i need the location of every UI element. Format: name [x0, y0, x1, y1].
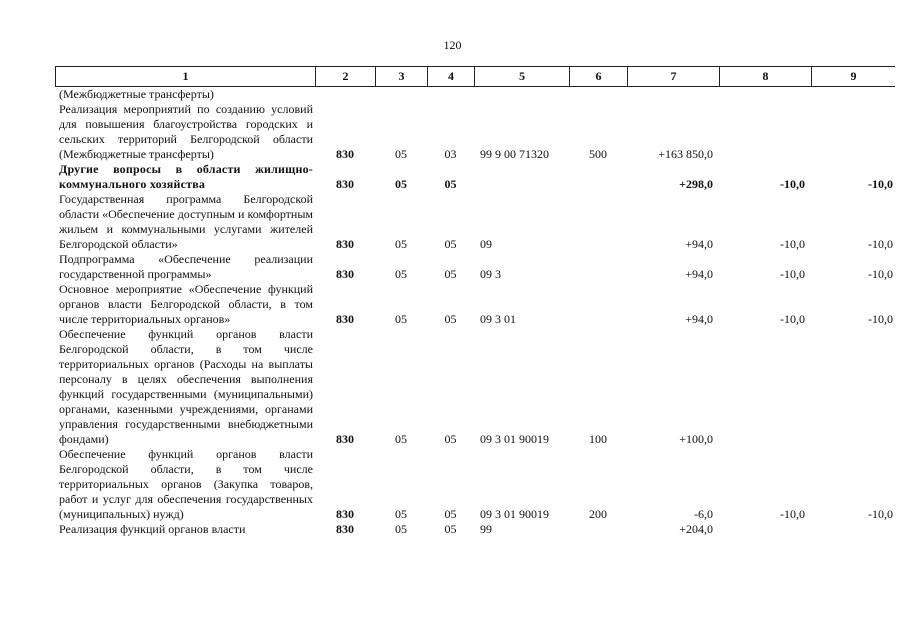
row-cell-col-7: +94,0 — [685, 267, 713, 281]
row-cell-col-3: 05 — [395, 147, 407, 161]
row-cell-col-3: 05 — [395, 177, 407, 191]
row-cell-col-2: 830 — [336, 267, 354, 281]
row-cell-col-4: 05 — [444, 507, 457, 521]
table-row — [55, 162, 895, 192]
row-description: Обеспечение функций органов власти Белгородской области, в том числе территориальных органов (Расходы на выплаты персоналу в целях обеспечения выполнения функций государственными (муниципальными) органами, казенными учреждениями, органами управления государственными внебюджетными фондами) — [59, 327, 313, 446]
row-cell-col-2: 830 — [336, 237, 354, 251]
row-cell-col-2: 830 — [336, 432, 354, 446]
row-cell-col-5: 09 3 01 90019 — [480, 507, 549, 521]
row-cell-col-3: 05 — [395, 522, 407, 536]
row-cell-col-8: -10,0 — [780, 237, 805, 251]
row-cell-col-4: 05 — [444, 522, 457, 536]
row-cell-col-5: 99 — [480, 522, 492, 536]
page-number: 120 — [443, 38, 462, 52]
row-cell-col-4: 05 — [444, 267, 457, 281]
row-cell-col-5: 09 3 01 — [480, 312, 516, 326]
row-description: Обеспечение функций органов власти Белгородской области, в том числе территориальных органов (Закупка товаров, работ и услуг для обеспечения государственных (муниципальных) нужд) — [59, 447, 313, 521]
row-cell-col-8: -10,0 — [780, 507, 805, 521]
row-cell-col-9: -10,0 — [868, 237, 893, 251]
row-cell-col-7: -6,0 — [694, 507, 713, 521]
row-cell-col-8: -10,0 — [780, 267, 805, 281]
row-cell-col-7: +204,0 — [679, 522, 713, 536]
row-cell-col-7: +163 850,0 — [658, 147, 713, 161]
row-cell-col-9: -10,0 — [868, 312, 893, 326]
table-row — [55, 102, 895, 162]
row-description: Государственная программа Белгородской области «Обеспечение доступным и комфортным жильем и коммунальными услугами жителей Белгородской области» — [59, 192, 313, 251]
row-description: Реализация мероприятий по созданию условий для повышения благоустройства городских и сельских территорий Белгородской области (Межбюджетные трансферты) — [59, 102, 313, 161]
row-cell-col-4: 05 — [444, 237, 457, 251]
header-col-5: 5 — [474, 67, 569, 86]
table-body — [55, 87, 895, 537]
row-description: Основное мероприятие «Обеспечение функций органов власти Белгородской области, в том числе территориальных органов» — [59, 282, 313, 326]
row-cell-col-5: 09 3 — [480, 267, 501, 281]
row-cell-col-5: 99 9 00 71320 — [480, 147, 549, 161]
table-row — [55, 447, 895, 522]
table-row — [55, 282, 895, 327]
row-cell-col-4: 05 — [444, 312, 457, 326]
row-cell-col-2: 830 — [336, 312, 354, 326]
row-cell-col-9: -10,0 — [868, 267, 893, 281]
header-col-6: 6 — [569, 67, 627, 86]
row-cell-col-7: +94,0 — [685, 237, 713, 251]
row-cell-col-5: 09 3 01 90019 — [480, 432, 549, 446]
row-cell-col-9: -10,0 — [868, 177, 893, 191]
row-cell-col-3: 05 — [395, 432, 407, 446]
row-cell-col-6: 100 — [589, 432, 607, 446]
row-cell-col-7: +94,0 — [685, 312, 713, 326]
table-header — [55, 66, 895, 87]
table-row — [55, 192, 895, 252]
row-description: Подпрограмма «Обеспечение реализации государственной программы» — [59, 252, 313, 281]
header-col-8: 8 — [719, 67, 811, 86]
row-cell-col-3: 05 — [395, 267, 407, 281]
row-cell-col-4: 05 — [444, 432, 457, 446]
row-cell-col-6: 500 — [589, 147, 607, 161]
table-row — [55, 522, 895, 537]
row-description: (Межбюджетные трансферты) — [59, 87, 214, 101]
table-row — [55, 327, 895, 447]
row-cell-col-8: -10,0 — [780, 312, 805, 326]
header-col-2: 2 — [315, 67, 375, 86]
row-cell-col-2: 830 — [336, 522, 354, 536]
row-description: Другие вопросы в области жилищно-коммунального хозяйства — [59, 162, 313, 191]
row-description: Реализация функций органов власти — [59, 522, 246, 536]
row-cell-col-2: 830 — [336, 147, 354, 161]
row-cell-col-9: -10,0 — [868, 507, 893, 521]
header-col-4: 4 — [427, 67, 474, 86]
row-cell-col-6: 200 — [589, 507, 607, 521]
header-col-1: 1 — [55, 67, 315, 86]
row-cell-col-5: 09 — [480, 237, 492, 251]
row-cell-col-4: 03 — [444, 147, 457, 161]
header-col-3: 3 — [375, 67, 427, 86]
budget-table — [55, 66, 895, 537]
row-cell-col-2: 830 — [336, 177, 354, 191]
header-col-7: 7 — [627, 67, 719, 86]
header-col-9: 9 — [811, 67, 895, 86]
row-cell-col-7: +100,0 — [679, 432, 713, 446]
table-row — [55, 252, 895, 282]
row-cell-col-3: 05 — [395, 237, 407, 251]
row-cell-col-3: 05 — [395, 507, 407, 521]
row-cell-col-2: 830 — [336, 507, 354, 521]
row-cell-col-3: 05 — [395, 312, 407, 326]
table-row — [55, 87, 895, 102]
row-cell-col-4: 05 — [444, 177, 457, 191]
row-cell-col-7: +298,0 — [679, 177, 713, 191]
row-cell-col-8: -10,0 — [780, 177, 805, 191]
